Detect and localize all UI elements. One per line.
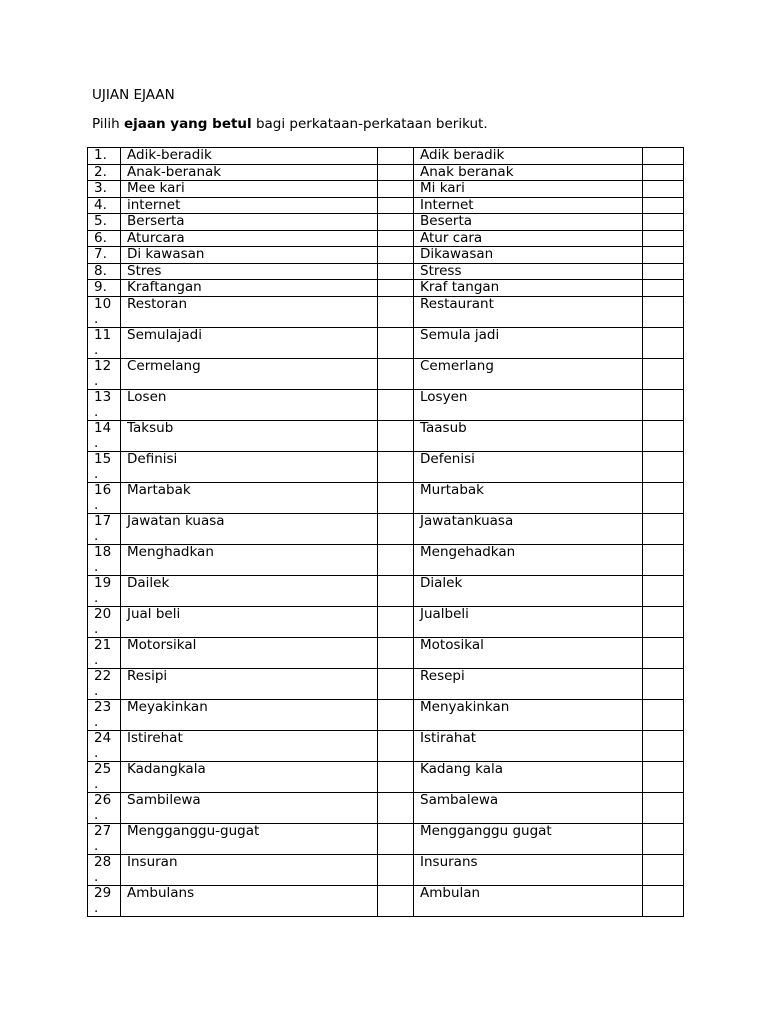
option-b: Dialek: [414, 575, 643, 606]
table-row: [88, 482, 684, 513]
answer-box-a[interactable]: [378, 513, 414, 544]
table-row: [88, 699, 684, 730]
row-number-text: 28: [94, 854, 112, 870]
option-b: Insurans: [414, 854, 643, 885]
answer-box-a[interactable]: [378, 197, 414, 214]
row-number: [88, 181, 121, 198]
answer-box-b[interactable]: [643, 575, 684, 606]
row-number-text: 5.: [94, 213, 107, 229]
row-number-text: 12: [94, 358, 112, 374]
row-number-dot: .: [94, 435, 99, 451]
option-a: Aturcara: [121, 230, 378, 247]
answer-box-a[interactable]: [378, 854, 414, 885]
answer-box-a[interactable]: [378, 451, 414, 482]
row-number: [88, 389, 121, 420]
instruction-suffix: bagi perkataan-perkataan berikut.: [251, 116, 488, 132]
answer-box-a[interactable]: [378, 482, 414, 513]
option-b: Adik beradik: [414, 148, 643, 165]
option-b: Anak beranak: [414, 164, 643, 181]
answer-box-b[interactable]: [643, 230, 684, 247]
table-row: [88, 214, 684, 231]
row-number: [88, 668, 121, 699]
row-number: [88, 761, 121, 792]
row-number: [88, 164, 121, 181]
row-number-dot: .: [94, 714, 99, 730]
answer-box-a[interactable]: [378, 181, 414, 198]
table-row: [88, 761, 684, 792]
row-number-text: 27: [94, 823, 112, 839]
option-a: Sambilewa: [121, 792, 378, 823]
row-number-text: 10: [94, 296, 112, 312]
row-number-dot: .: [94, 683, 99, 699]
table-row: [88, 730, 684, 761]
answer-box-a[interactable]: [378, 668, 414, 699]
row-number-text: 7.: [94, 246, 107, 262]
table-row: [88, 637, 684, 668]
option-a: Di kawasan: [121, 247, 378, 264]
table-row: [88, 451, 684, 482]
row-number: [88, 885, 121, 916]
option-a: Definisi: [121, 451, 378, 482]
table-row: [88, 148, 684, 165]
answer-box-b[interactable]: [643, 214, 684, 231]
option-a: Martabak: [121, 482, 378, 513]
row-number-text: 13: [94, 389, 112, 405]
option-a: Jual beli: [121, 606, 378, 637]
answer-box-a[interactable]: [378, 420, 414, 451]
answer-box-b[interactable]: [643, 247, 684, 264]
row-number-text: 25: [94, 761, 112, 777]
answer-box-b[interactable]: [643, 164, 684, 181]
row-number-dot: .: [94, 621, 99, 637]
answer-box-a[interactable]: [378, 761, 414, 792]
option-b: Menyakinkan: [414, 699, 643, 730]
option-b: Ambulan: [414, 885, 643, 916]
spelling-table: [87, 147, 684, 917]
answer-box-b[interactable]: [643, 451, 684, 482]
option-b: Kraf tangan: [414, 280, 643, 297]
option-b: Losyen: [414, 389, 643, 420]
option-a: Anak-beranak: [121, 164, 378, 181]
instruction-prefix: Pilih: [92, 116, 124, 132]
row-number: [88, 148, 121, 165]
table-row: [88, 389, 684, 420]
answer-box-b[interactable]: [643, 823, 684, 854]
option-b: Stress: [414, 263, 643, 280]
row-number: [88, 358, 121, 389]
answer-box-a[interactable]: [378, 730, 414, 761]
table-row: [88, 327, 684, 358]
table-row: [88, 358, 684, 389]
row-number-text: 16: [94, 482, 112, 498]
row-number-text: 21: [94, 637, 112, 653]
answer-box-b[interactable]: [643, 263, 684, 280]
answer-box-a[interactable]: [378, 214, 414, 231]
table-row: [88, 575, 684, 606]
answer-box-a[interactable]: [378, 148, 414, 165]
option-b: Mengehadkan: [414, 544, 643, 575]
table-row: [88, 823, 684, 854]
row-number-text: 1.: [94, 147, 107, 163]
row-number: [88, 730, 121, 761]
answer-box-b[interactable]: [643, 513, 684, 544]
row-number-dot: .: [94, 652, 99, 668]
option-a: Kraftangan: [121, 280, 378, 297]
table-row: [88, 513, 684, 544]
table-row: [88, 197, 684, 214]
answer-box-b[interactable]: [643, 148, 684, 165]
row-number-dot: .: [94, 590, 99, 606]
option-b: Sambalewa: [414, 792, 643, 823]
instruction-text: [92, 116, 488, 132]
option-a: Adik-beradik: [121, 148, 378, 165]
answer-box-b[interactable]: [643, 358, 684, 389]
row-number-text: 23: [94, 699, 112, 715]
option-b: Dikawasan: [414, 247, 643, 264]
row-number: [88, 823, 121, 854]
table-row: [88, 420, 684, 451]
answer-box-a[interactable]: [378, 823, 414, 854]
answer-box-a[interactable]: [378, 885, 414, 916]
option-b: Internet: [414, 197, 643, 214]
option-a: Menghadkan: [121, 544, 378, 575]
row-number-text: 20: [94, 606, 112, 622]
answer-box-a[interactable]: [378, 263, 414, 280]
answer-box-a[interactable]: [378, 792, 414, 823]
row-number: [88, 247, 121, 264]
answer-box-a[interactable]: [378, 247, 414, 264]
answer-box-b[interactable]: [643, 296, 684, 327]
row-number: [88, 854, 121, 885]
row-number-dot: .: [94, 745, 99, 761]
option-a: Jawatan kuasa: [121, 513, 378, 544]
option-a: Semulajadi: [121, 327, 378, 358]
row-number-dot: .: [94, 373, 99, 389]
row-number-text: 14: [94, 420, 112, 436]
option-b: Defenisi: [414, 451, 643, 482]
answer-box-b[interactable]: [643, 280, 684, 297]
row-number: [88, 296, 121, 327]
spelling-table-body: [88, 148, 684, 917]
answer-box-a[interactable]: [378, 358, 414, 389]
option-a: Insuran: [121, 854, 378, 885]
row-number-text: 22: [94, 668, 112, 684]
table-row: [88, 263, 684, 280]
row-number-text: 24: [94, 730, 112, 746]
table-row: [88, 181, 684, 198]
answer-box-b[interactable]: [643, 327, 684, 358]
option-a: Meyakinkan: [121, 699, 378, 730]
row-number: [88, 637, 121, 668]
row-number: [88, 197, 121, 214]
row-number: [88, 544, 121, 575]
answer-box-a[interactable]: [378, 164, 414, 181]
option-a: Istirehat: [121, 730, 378, 761]
row-number-dot: .: [94, 776, 99, 792]
answer-box-b[interactable]: [643, 885, 684, 916]
answer-box-a[interactable]: [378, 389, 414, 420]
answer-box-b[interactable]: [643, 761, 684, 792]
row-number-text: 18: [94, 544, 112, 560]
answer-box-b[interactable]: [643, 637, 684, 668]
option-b: Jualbeli: [414, 606, 643, 637]
row-number-text: 2.: [94, 164, 107, 180]
option-a: Restoran: [121, 296, 378, 327]
row-number-dot: .: [94, 838, 99, 854]
row-number: [88, 575, 121, 606]
table-row: [88, 296, 684, 327]
table-row: [88, 792, 684, 823]
row-number: [88, 420, 121, 451]
option-b: Cemerlang: [414, 358, 643, 389]
option-a: Resipi: [121, 668, 378, 699]
row-number: [88, 482, 121, 513]
table-row: [88, 544, 684, 575]
answer-box-a[interactable]: [378, 230, 414, 247]
row-number-text: 11: [94, 327, 112, 343]
option-a: Kadangkala: [121, 761, 378, 792]
answer-box-b[interactable]: [643, 606, 684, 637]
table-row: [88, 606, 684, 637]
option-b: Istirahat: [414, 730, 643, 761]
row-number-text: 6.: [94, 230, 107, 246]
option-a: Berserta: [121, 214, 378, 231]
option-a: Mee kari: [121, 181, 378, 198]
option-a: Mengganggu-gugat: [121, 823, 378, 854]
row-number-text: 19: [94, 575, 112, 591]
row-number-text: 26: [94, 792, 112, 808]
instruction-emphasis: ejaan yang betul: [123, 116, 252, 132]
answer-box-a[interactable]: [378, 327, 414, 358]
table-row: [88, 230, 684, 247]
answer-box-b[interactable]: [643, 668, 684, 699]
row-number: [88, 606, 121, 637]
answer-box-b[interactable]: [643, 482, 684, 513]
answer-box-a[interactable]: [378, 699, 414, 730]
row-number-text: 8.: [94, 263, 107, 279]
table-row: [88, 854, 684, 885]
table-row: [88, 247, 684, 264]
option-b: Murtabak: [414, 482, 643, 513]
answer-box-a[interactable]: [378, 575, 414, 606]
answer-box-b[interactable]: [643, 389, 684, 420]
row-number-text: 3.: [94, 180, 107, 196]
option-b: Atur cara: [414, 230, 643, 247]
row-number-dot: .: [94, 466, 99, 482]
table-row: [88, 164, 684, 181]
table-row: [88, 668, 684, 699]
answer-box-b[interactable]: [643, 792, 684, 823]
option-a: Stres: [121, 263, 378, 280]
answer-box-b[interactable]: [643, 544, 684, 575]
row-number: [88, 263, 121, 280]
row-number: [88, 513, 121, 544]
row-number: [88, 280, 121, 297]
row-number: [88, 792, 121, 823]
table-row: [88, 280, 684, 297]
option-b: Beserta: [414, 214, 643, 231]
option-a: internet: [121, 197, 378, 214]
row-number-text: 9.: [94, 279, 107, 295]
option-b: Semula jadi: [414, 327, 643, 358]
row-number-dot: .: [94, 342, 99, 358]
answer-box-b[interactable]: [643, 420, 684, 451]
row-number-text: 4.: [94, 197, 107, 213]
answer-box-b[interactable]: [643, 730, 684, 761]
row-number-dot: .: [94, 404, 99, 420]
row-number-dot: .: [94, 528, 99, 544]
option-b: Mi kari: [414, 181, 643, 198]
row-number: [88, 699, 121, 730]
answer-box-b[interactable]: [643, 699, 684, 730]
option-b: Mengganggu gugat: [414, 823, 643, 854]
option-b: Motosikal: [414, 637, 643, 668]
option-a: Ambulans: [121, 885, 378, 916]
answer-box-a[interactable]: [378, 637, 414, 668]
option-b: Kadang kala: [414, 761, 643, 792]
row-number-dot: .: [94, 869, 99, 885]
row-number: [88, 327, 121, 358]
row-number: [88, 451, 121, 482]
row-number-text: 29: [94, 885, 112, 901]
row-number-text: 17: [94, 513, 112, 529]
row-number-text: 15: [94, 451, 112, 467]
answer-box-a[interactable]: [378, 544, 414, 575]
row-number-dot: .: [94, 900, 99, 916]
row-number-dot: .: [94, 497, 99, 513]
option-b: Restaurant: [414, 296, 643, 327]
answer-box-a[interactable]: [378, 280, 414, 297]
option-a: Cermelang: [121, 358, 378, 389]
option-b: Jawatankuasa: [414, 513, 643, 544]
answer-box-a[interactable]: [378, 296, 414, 327]
answer-box-b[interactable]: [643, 181, 684, 198]
row-number: [88, 230, 121, 247]
answer-box-b[interactable]: [643, 854, 684, 885]
option-a: Losen: [121, 389, 378, 420]
row-number: [88, 214, 121, 231]
row-number-dot: .: [94, 559, 99, 575]
option-b: Taasub: [414, 420, 643, 451]
page-title: UJIAN EJAAN: [92, 87, 175, 103]
table-row: [88, 885, 684, 916]
option-a: Motorsikal: [121, 637, 378, 668]
answer-box-b[interactable]: [643, 197, 684, 214]
option-b: Resepi: [414, 668, 643, 699]
option-a: Taksub: [121, 420, 378, 451]
option-a: Dailek: [121, 575, 378, 606]
row-number-dot: .: [94, 807, 99, 823]
row-number-dot: .: [94, 311, 99, 327]
answer-box-a[interactable]: [378, 606, 414, 637]
